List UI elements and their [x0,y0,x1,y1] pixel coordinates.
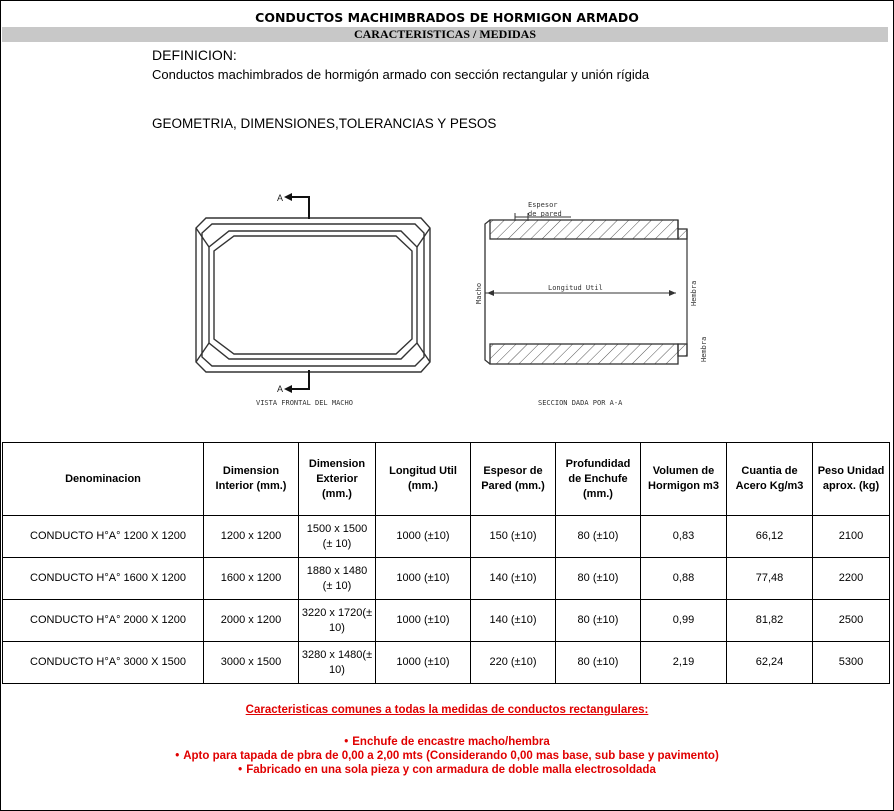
definition-heading: DEFINICION: [152,47,237,63]
table-cell: CONDUCTO H°A° 1200 X 1200 [3,516,204,558]
table-cell: 1500 x 1500 (± 10) [299,516,376,558]
column-header: Dimension Exterior (mm.) [299,443,376,516]
feature-item [0,735,894,749]
feature-text: Apto para tapada de pbra de 0,00 a 2,00 mts (Considerando 0,00 mas base, sub base y pavimento) [183,750,719,762]
column-header: Cuantia de Acero Kg/m3 [727,443,813,516]
feature-item [0,763,894,777]
column-header: Profundidad de Enchufe (mm.) [556,443,641,516]
table-cell: 81,82 [727,600,813,642]
geometry-heading: GEOMETRIA, DIMENSIONES,TOLERANCIAS Y PESOS [152,116,497,131]
column-header: Volumen de Hormigon m3 [641,443,727,516]
table-cell: 62,24 [727,642,813,684]
table-row [3,516,890,558]
table-cell: 1000 (±10) [376,642,471,684]
table-cell: 1200 x 1200 [204,516,299,558]
table-cell: 2500 [813,600,890,642]
table-cell: 2200 [813,558,890,600]
table-row [3,558,890,600]
table-cell: 80 (±10) [556,558,641,600]
feature-text: Enchufe de encastre macho/hembra [352,736,550,748]
front-view-caption: VISTA FRONTAL DEL MACHO [256,399,353,407]
table-cell: 77,48 [727,558,813,600]
table-cell: 80 (±10) [556,642,641,684]
hembra-label: Hembra [690,280,698,306]
hembra-label-lower: Hembra [700,336,708,362]
section-arrow-top [284,193,309,219]
table-cell: 0,99 [641,600,727,642]
table-cell: 2000 x 1200 [204,600,299,642]
bullet-icon: • [175,750,180,762]
wall-thickness-label-2: de pared [528,210,562,218]
table-cell: 0,83 [641,516,727,558]
page-title: CONDUCTOS MACHIMBRADOS DE HORMIGON ARMADO [255,10,639,25]
table-cell: 150 (±10) [471,516,556,558]
page-subtitle: CARACTERISTICAS / MEDIDAS [2,27,888,42]
table-cell: 3280 x 1480(± 10) [299,642,376,684]
column-header: Dimension Interior (mm.) [204,443,299,516]
useful-length-label: Longitud Util [548,284,603,292]
feature-text: Fabricado en una sola pieza y con armadura de doble malla electrosoldada [246,764,656,776]
bullet-icon: • [238,764,243,776]
feature-item [0,749,894,763]
table-cell: 66,12 [727,516,813,558]
section-arrow-bottom [284,370,309,393]
table-cell: 2100 [813,516,890,558]
definition-text: Conductos machimbrados de hormigón armado con sección rectangular y unión rígida [152,67,650,82]
table-cell: 0,88 [641,558,727,600]
table-cell: CONDUCTO H°A° 2000 X 1200 [3,600,204,642]
table-cell: 140 (±10) [471,558,556,600]
front-view-drawing [196,218,430,372]
table-cell: 2,19 [641,642,727,684]
macho-label: Macho [475,282,483,304]
table-cell: 80 (±10) [556,600,641,642]
table-cell: 1880 x 1480 (± 10) [299,558,376,600]
table-cell: 1600 x 1200 [204,558,299,600]
table-cell: 140 (±10) [471,600,556,642]
table-row [3,642,890,684]
table-cell: CONDUCTO H°A° 1600 X 1200 [3,558,204,600]
common-features-list [0,735,894,777]
table-cell: 1000 (±10) [376,516,471,558]
section-mark-bottom: A [277,384,284,394]
section-mark-top: A [277,193,284,203]
table-cell: 5300 [813,642,890,684]
column-header: Espesor de Pared (mm.) [471,443,556,516]
table-cell: 3000 x 1500 [204,642,299,684]
section-view-caption: SECCION DADA POR A-A [538,399,623,407]
table-cell: 1000 (±10) [376,558,471,600]
specifications-table [2,442,890,684]
table-header-row [3,443,890,516]
table-cell: 1000 (±10) [376,600,471,642]
table-cell: CONDUCTO H°A° 3000 X 1500 [3,642,204,684]
wall-thickness-label: Espesor [528,201,558,209]
bullet-icon: • [344,736,349,748]
table-cell: 3220 x 1720(± 10) [299,600,376,642]
table-row [3,600,890,642]
table-cell: 80 (±10) [556,516,641,558]
common-features-heading: Caracteristicas comunes a todas la medidas de conductos rectangulares: [245,704,649,716]
column-header: Denominacion [3,443,204,516]
column-header: Longitud Util (mm.) [376,443,471,516]
table-cell: 220 (±10) [471,642,556,684]
column-header: Peso Unidad aprox. (kg) [813,443,890,516]
